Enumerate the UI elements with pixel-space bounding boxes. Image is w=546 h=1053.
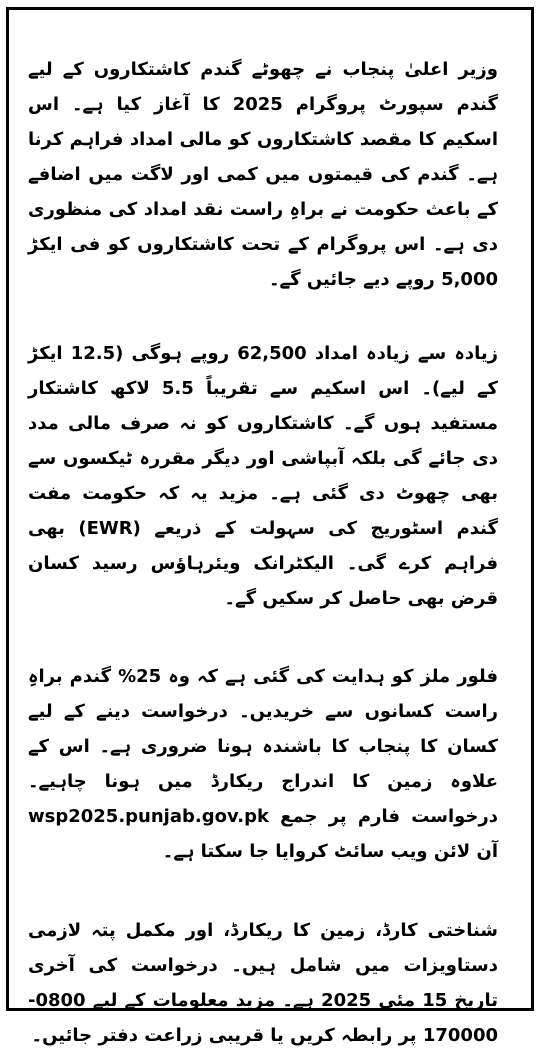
document-body xyxy=(28,52,498,1053)
paragraph-program-intro: وزیر اعلیٰ پنجاب نے چھوٹے گندم کاشتکاروں کے لیے گندم سپورٹ پروگرام 2025 کا آغاز کیا ہے۔ اس اسکیم کا مقصد کاشتکاروں کو مالی امداد فراہم کرنا ہے۔ گندم کی قیمتوں میں کمی اور لاگت میں اضافے کے باعث حکومت نے براہِ راست نقد امداد کی منظوری دی ہے۔ اس پروگرام کے تحت کاشتکاروں کو فی ایکڑ 5,000 روپے دیے جائیں گے۔ xyxy=(28,59,498,290)
paragraph-eligibility: فلور ملز کو ہدایت کی گئی ہے کہ وہ 25% گندم براہِ راست کسانوں سے خریدیں۔ درخواست دینے کے لیے کسان کا پنجاب کا باشندہ ہونا ضروری ہے۔ اس کے علاوہ زمین کا اندراج ریکارڈ میں ہونا چاہیے۔ درخواست فارم پر جمع wsp2025.punjab.gov.pk آن لائن ویب سائٹ کروایا جا سکتا ہے۔ xyxy=(28,666,498,862)
paragraph-documents-deadline: شناختی کارڈ، زمین کا ریکارڈ، اور مکمل پتہ لازمی دستاویزات میں شامل ہیں۔ درخواست کی آخری تاریخ 15 مئی 2025 ہے۔ مزید معلومات کے لیے 0800-170000 پر رابطہ کریں یا قریبی زراعت دفتر جائیں۔ xyxy=(28,920,498,1046)
paragraph-benefits: زیادہ سے زیادہ امداد 62,500 روپے ہوگی (12.5 ایکڑ کے لیے)۔ اس اسکیم سے تقریباً 5.5 لاکھ کاشتکار مستفید ہوں گے۔ کاشتکاروں کو نہ صرف مالی مدد دی جائے گی بلکہ آبپاشی اور دیگر مقررہ ٹیکسوں سے بھی چھوٹ دی گئی ہے۔ مزید یہ کہ حکومت مفت گندم اسٹوریج کی سہولت کے ذریعے (EWR) بھی فراہم کرے گی۔ الیکٹرانک ویئرہاؤس رسید کسان قرض بھی حاصل کر سکیں گے۔ xyxy=(28,343,498,609)
